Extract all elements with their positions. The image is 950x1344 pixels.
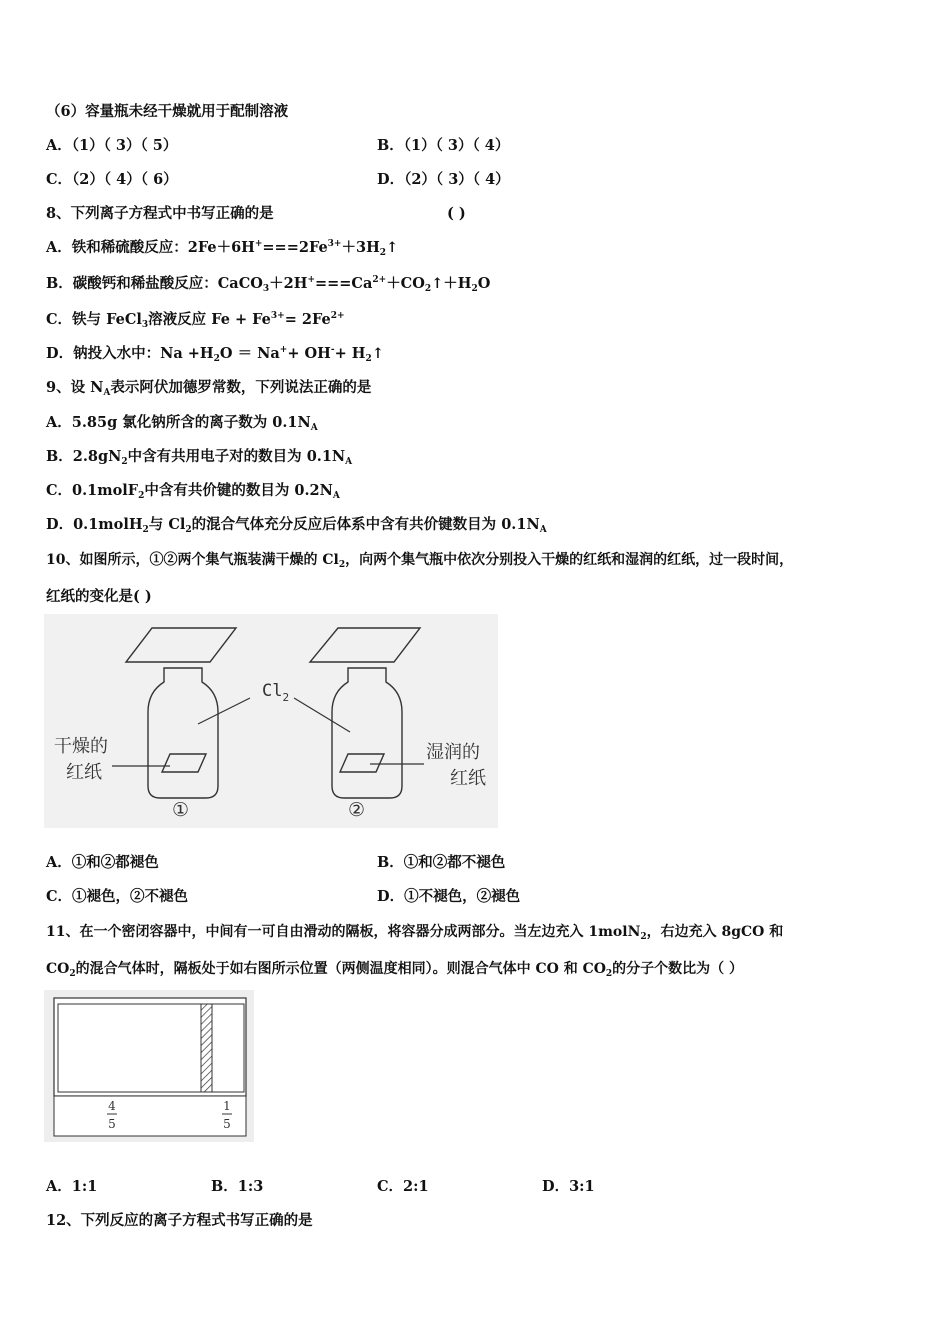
q7-option-d: D．（2）（ 3）（ 4） — [377, 171, 510, 188]
q7-option-b: B．（1）（ 3）（ 4） — [377, 137, 510, 154]
q10-option-b: B．①和②都不褪色 — [377, 854, 506, 871]
q11-figure-container — [44, 990, 254, 1142]
left-fraction-numerator: 4 — [108, 1099, 116, 1113]
q10-stem-line1: 10、如图所示，①②两个集气瓶装满干燥的 $Cl_2$，向两个集气瓶中依次分别投入干燥的红纸和湿润的红纸，过一段时间， — [46, 552, 794, 570]
q9-option-a: A．5.85g 氯化钠所含的离子数为 $0.1N_A$ — [46, 414, 318, 433]
q8-answer-bracket: ( ) — [447, 205, 466, 222]
container-inner — [58, 1004, 244, 1092]
q8-stem: 8、下列离子方程式中书写正确的是 — [46, 205, 274, 222]
right-fraction-denominator: 5 — [223, 1117, 231, 1131]
q8-option-a: A．铁和稀硫酸反应：$2Fe+6H^+===2Fe^{3+}+3H_2↑$ — [46, 239, 399, 258]
dry-paper-label-line2: 红纸 — [66, 762, 102, 783]
q7-option-a: A．（1）（ 3）（ 5） — [46, 137, 178, 154]
wet-paper-label-line1: 湿润的 — [426, 742, 480, 763]
q8-option-d: D．钠投入水中：$Na +H_2O = Na^++ OH^-+$ $H_2↑$ — [46, 345, 384, 364]
q10-stem-line2: 红纸的变化是( ) — [46, 588, 152, 605]
q8-option-b: B．碳酸钙和稀盐酸反应：$CaCO_3+2H^+===Ca^{2+}+CO_2↑+H_2O$ — [46, 275, 491, 294]
left-fraction-denominator: 5 — [108, 1117, 116, 1131]
q10-option-d: D．①不褪色，②褪色 — [377, 888, 521, 905]
q9-option-c: C．0.1molF$_2$中含有共价键的数目为 $0.2N_A$ — [46, 482, 340, 501]
q7-option-c: C．（2）（ 4）（ 6） — [46, 171, 178, 188]
q9-stem: 9、设 $N_A$表示阿伏加德罗常数，下列说法正确的是 — [46, 379, 372, 398]
figure-background — [44, 614, 498, 828]
q11-stem-line1: 11、在一个密闭容器中，中间有一可自由滑动的隔板，将容器分成两部分。当左边充入 1molN$_2$，右边充入 8gCO 和 — [46, 924, 784, 942]
q10-option-c: C．①褪色，②不褪色 — [46, 888, 189, 905]
q11-option-d: D．3:1 — [542, 1178, 595, 1195]
q10-option-a: A．①和②都褪色 — [46, 854, 159, 871]
q9-option-d: D．0.1molH$_2$与 $Cl_2$的混合气体充分反应后体系中含有共价键数目为 $0.1N_A$ — [46, 516, 547, 535]
q11-stem-line2: $CO_2$的混合气体时，隔板处于如右图所示位置（两侧温度相同）。则混合气体中 CO 和 $CO_2$的分子个数比为（ ） — [46, 961, 744, 979]
q8-option-c: C．铁与 FeCl$_3$溶液反应 $Fe + Fe^{3+}= 2Fe^{2+}$ — [46, 311, 345, 330]
q10-figure-gas-bottles — [44, 614, 498, 828]
q12-stem: 12、下列反应的离子方程式书写正确的是 — [46, 1212, 313, 1229]
sliding-partition — [201, 1004, 212, 1092]
bottle-2-label: ② — [348, 799, 366, 821]
dry-paper-label-line1: 干燥的 — [54, 736, 108, 757]
cl2-label: $Cl_2$ — [262, 681, 290, 704]
right-fraction-numerator: 1 — [223, 1099, 231, 1113]
q11-option-a: A．1:1 — [46, 1178, 98, 1195]
q9-option-b: B．$2.8gN_2$中含有共用电子对的数目为 $0.1N_A$ — [46, 448, 353, 467]
bottle-1-label: ① — [172, 799, 190, 821]
q7-item6: （6）容量瓶未经干燥就用于配制溶液 — [46, 103, 289, 120]
q11-option-b: B．1:3 — [211, 1178, 264, 1195]
q11-option-c: C．2:1 — [377, 1178, 429, 1195]
scale-bar — [54, 1096, 246, 1136]
wet-paper-label-line2: 红纸 — [450, 768, 486, 789]
